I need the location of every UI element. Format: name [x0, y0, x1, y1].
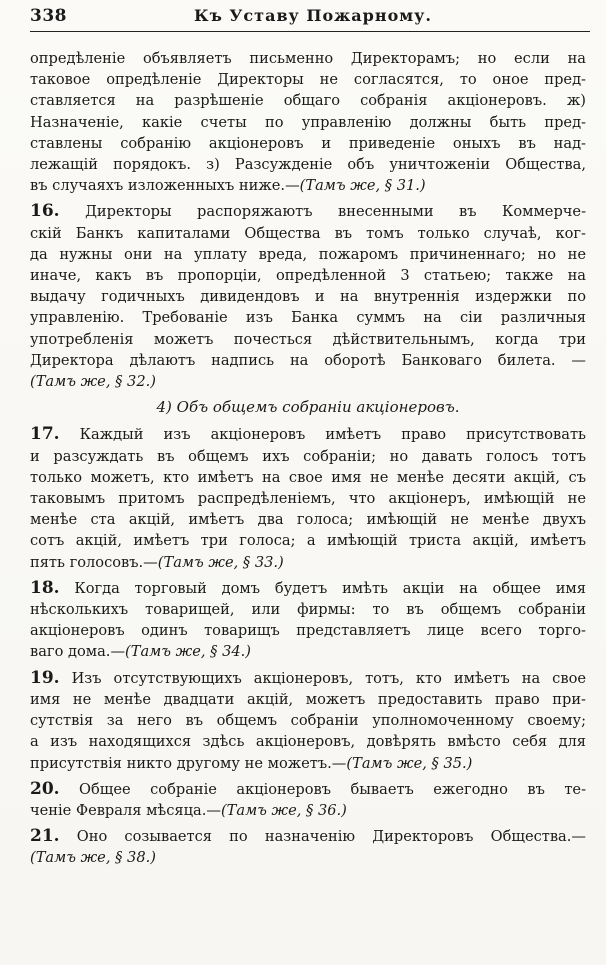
- article-21: [30, 826, 586, 868]
- reference: (Тамъ же, § 33.): [157, 553, 284, 571]
- header-rule: [30, 31, 590, 32]
- text-line: имя не менѣе двадцати акцій, можетъ предоставить право при-: [30, 690, 586, 708]
- article-20: [30, 779, 586, 821]
- text-fragment: Изъ отсутствующихъ акціонеровъ, тотъ, кто имѣетъ на свое: [59, 669, 586, 687]
- text-line-first: [30, 201, 586, 222]
- text-fragment: ченіе Февраля мѣсяца.—: [30, 801, 221, 819]
- article-18: [30, 578, 586, 663]
- text-line-last: [30, 371, 586, 392]
- text-line-last: [30, 800, 586, 821]
- article-number: 20.: [30, 778, 60, 799]
- text-fragment: пять голосовъ.—: [30, 553, 158, 571]
- text-line-last: [30, 753, 586, 774]
- article-16: [30, 201, 586, 392]
- article-number: 18.: [30, 577, 60, 598]
- text-fragment: присутствія никто другому не можетъ.—: [30, 754, 347, 772]
- page-number: 338: [30, 6, 67, 26]
- text-fragment: Оно созывается по назначенію Директоровъ Общества.—: [59, 828, 586, 846]
- text-line: опредѣленіе объявляетъ письменно Директорамъ; но если на: [30, 50, 586, 67]
- text-line: акціонеровъ одинъ товарищъ представляетъ лице всего торго-: [30, 622, 586, 640]
- text-line-first: [30, 424, 586, 445]
- text-line-last: [30, 847, 586, 868]
- text-fragment: Каждый изъ акціонеровъ имѣетъ право присутствовать: [59, 426, 586, 444]
- text-line: управленію. Требованіе изъ Банка суммъ на сіи различныя: [30, 309, 586, 327]
- text-line: выдачу годичныхъ дивидендовъ и на внутреннія издержки по: [30, 288, 586, 306]
- article-number: 16.: [30, 201, 60, 222]
- text-fragment: Директоры распоряжаютъ внесенными въ Коммерче-: [59, 203, 586, 221]
- body-text: [30, 48, 586, 874]
- page-header: [30, 6, 596, 32]
- text-line: а изъ находящихся здѣсь акціонеровъ, довѣрять вмѣсто себя для: [30, 733, 586, 751]
- text-line: иначе, какъ въ пропорціи, опредѣленной 3 статьею; также на: [30, 267, 586, 285]
- section-subheading: 4) Объ общемъ собраніи акціонеровъ.: [156, 398, 460, 417]
- text-fragment: въ случаяхъ изложенныхъ ниже.—: [30, 177, 300, 195]
- text-line: сотъ акцій, имѣетъ три голоса; а имѣющій триста акцій, имѣетъ: [30, 532, 586, 550]
- reference: (Тамъ же, § 31.): [299, 177, 426, 195]
- paragraph-continuation: [30, 48, 586, 196]
- reference: (Тамъ же, § 32.): [30, 373, 156, 391]
- text-line: лежащій порядокъ. з) Разсужденіе объ уничтоженіи Общества,: [30, 156, 586, 174]
- reference: (Тамъ же, § 36.): [220, 801, 347, 819]
- text-fragment: ваго дома.—: [30, 643, 126, 661]
- running-head: Къ Уставу Пожарному.: [194, 6, 432, 25]
- text-line-last: [30, 552, 586, 573]
- text-line-first: [30, 578, 586, 599]
- text-line-last: [30, 641, 586, 662]
- article-17: [30, 424, 586, 572]
- reference: (Тамъ же, § 34.): [125, 643, 251, 661]
- text-line-first: [30, 826, 586, 847]
- text-line: таковое опредѣленіе Директоры не согласятся, то оное пред-: [30, 71, 586, 89]
- article-number: 17.: [30, 424, 60, 445]
- text-line-first: [30, 668, 586, 689]
- text-line: употребленія можетъ почесться дѣйствительнымъ, когда три: [30, 330, 586, 348]
- text-line: Директора дѣлаютъ надпись на оборотѣ Банковаго билета. —: [30, 351, 586, 369]
- text-line-first: [30, 779, 586, 800]
- text-line: Назначеніе, какіе счеты по управленію должны быть пред-: [30, 113, 586, 131]
- text-fragment: Когда торговый домъ будетъ имѣть акціи на общее имя: [59, 579, 586, 597]
- text-line: да нужны они на уплату вреда, пожаромъ причиненнаго; но не: [30, 245, 586, 263]
- text-line: только можетъ, кто имѣетъ на свое имя не менѣе десяти акцій, съ: [30, 468, 586, 486]
- text-line: ставлены собранію акціонеровъ и приведеніе оныхъ въ над-: [30, 134, 586, 152]
- reference: (Тамъ же, § 35.): [346, 754, 473, 772]
- reference: (Тамъ же, § 38.): [30, 849, 156, 867]
- text-line: менѣе ста акцій, имѣетъ два голоса; имѣющій не менѣе двухъ: [30, 511, 586, 529]
- text-line: скій Банкъ капиталами Общества въ томъ только случаѣ, ког-: [30, 224, 586, 242]
- text-line: сутствія за него въ общемъ собраніи уполномоченному своему;: [30, 712, 586, 730]
- text-fragment: Общее собраніе акціонеровъ бываетъ ежегодно въ те-: [59, 780, 586, 798]
- text-line: и разсуждать въ общемъ ихъ собраніи; но давать голосъ тотъ: [30, 447, 586, 465]
- article-19: [30, 668, 586, 774]
- text-line: нѣсколькихъ товарищей, или фирмы: то въ общемъ собраніи: [30, 601, 586, 619]
- article-number: 19.: [30, 667, 60, 688]
- text-line: таковымъ притомъ распредѣленіемъ, что акціонеръ, имѣющій не: [30, 490, 586, 508]
- text-line: ставляется на разрѣшеніе общаго собранія акціонеровъ. ж): [30, 92, 586, 110]
- article-number: 21.: [30, 826, 60, 847]
- text-line-last: [30, 175, 586, 196]
